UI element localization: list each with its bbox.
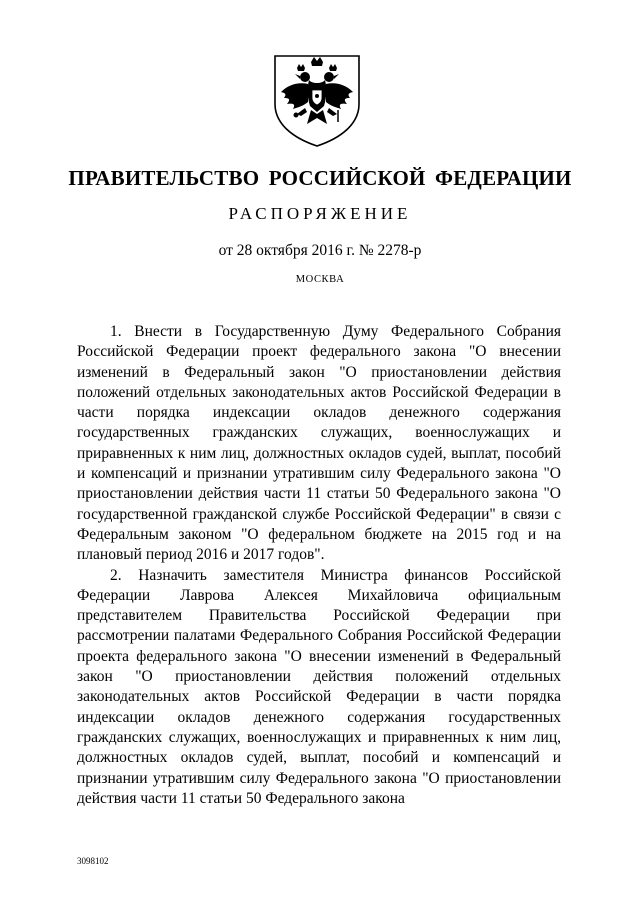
document-type: РАСПОРЯЖЕНИЕ [228, 204, 412, 223]
document-code: 3098102 [77, 856, 109, 866]
document-body [77, 322, 561, 809]
coat-of-arms-icon [267, 52, 367, 148]
paragraph-2: 2. Назначить заместителя Министра финансов Российской Федерации Лаврова Алексея Михайловича официальным представителем Правительства Российской Федерации при рассмотрении палатами Федерального Собрания Российской Федерации проекта федерального закона "О внесении изменений в Федеральный закон "О приостановлении действия положений отдельных законодательных актов Российской Федерации в части порядка индексации окладов денежного содержания государственных гражданских служащих, военнослужащих и приравненных к ним лиц, должностных окладов судей, выплат, пособий и компенсаций и признании утратившим силу Федерального закона "О приостановлении действия части 11 статьи 50 Федерального закона [77, 566, 561, 807]
paragraph-1: 1. Внести в Государственную Думу Федерального Собрания Российской Федерации проект федерального закона "О внесении изменений в Федеральный закон "О приостановлении действия положений отдельных законодательных актов Российской Федерации в части порядка индексации окладов денежного содержания государственных гражданских служащих, военнослужащих и приравненных к ним лиц, должностных окладов судей, выплат, пособий и компенсаций и признании утратившим силу Федерального закона "О приостановлении действия части 11 статьи 50 Федерального закона "О государственной гражданской службе Российской Федерации" в связи с Федеральным законом "О федеральном бюджете на 2015 год и на плановый период 2016 и 2017 годов". [77, 323, 561, 564]
document-date-number: от 28 октября 2016 г. № 2278-р [218, 242, 422, 259]
document-city: МОСКВА [295, 274, 345, 285]
government-title: ПРАВИТЕЛЬСТВО РОССИЙСКОЙ ФЕДЕРАЦИИ [68, 166, 572, 190]
